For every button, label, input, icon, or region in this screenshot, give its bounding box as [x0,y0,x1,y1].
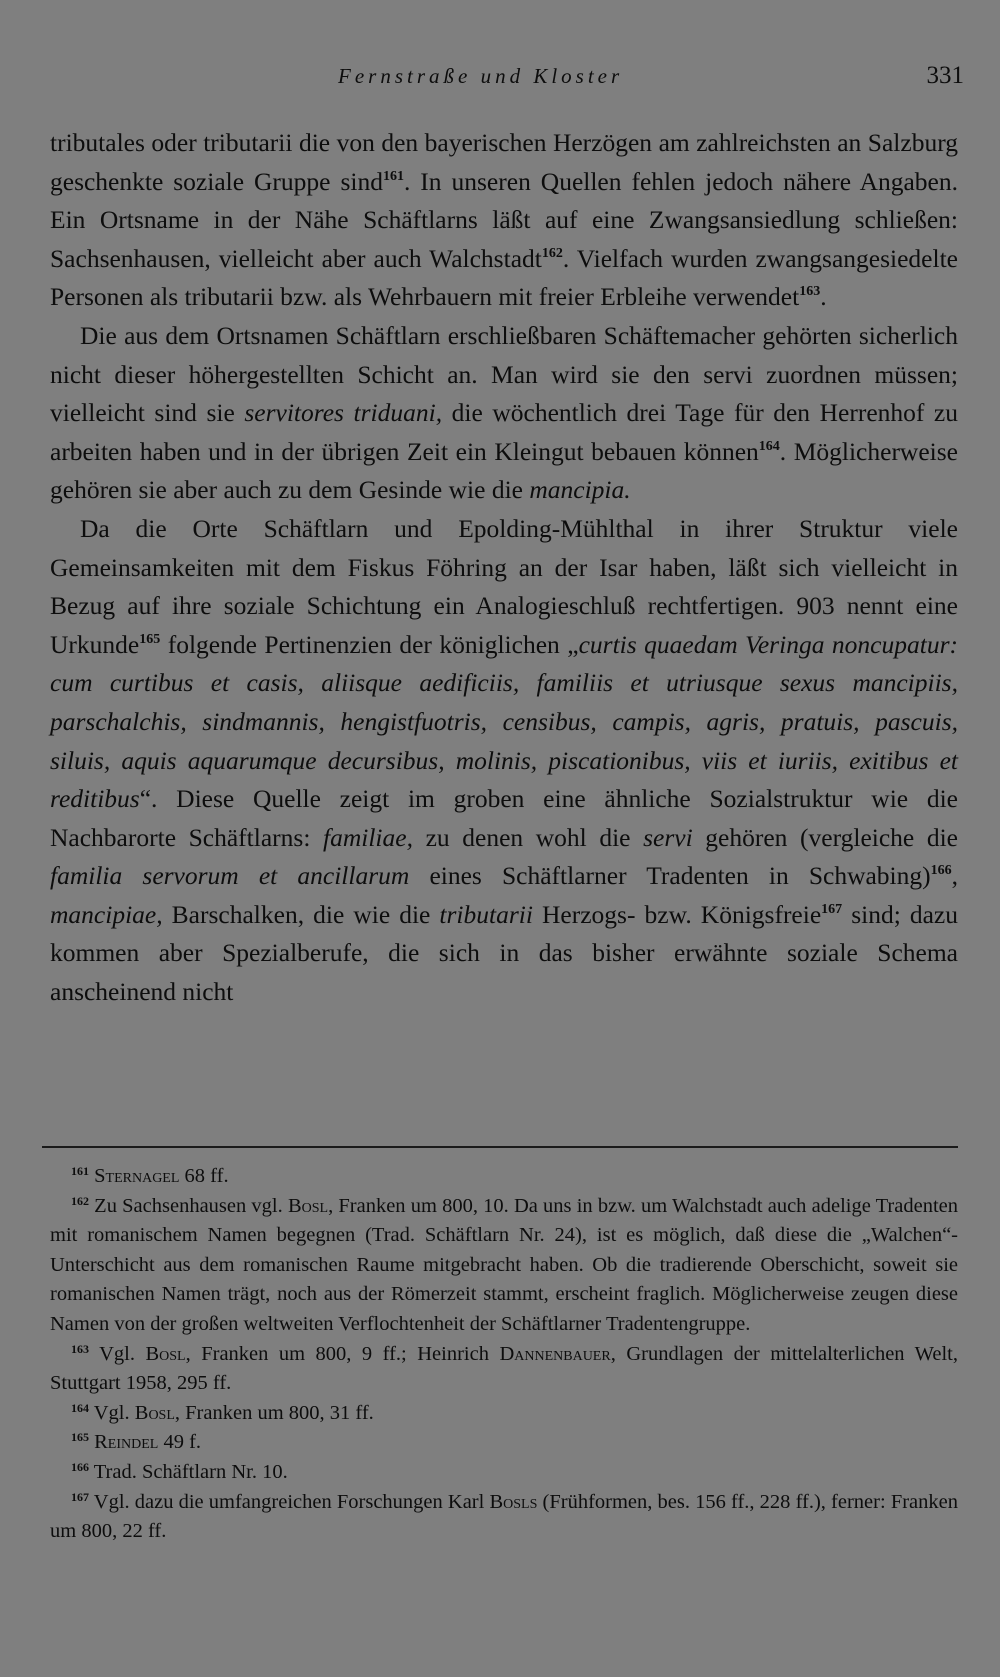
text-run: , Franken um 800, 9 ff.; Heinrich [185,1342,500,1365]
text-run: , Franken um 800, 31 ff. [174,1401,374,1424]
text-run: Herzogs- bzw. Königsfreie [532,899,822,929]
text-run: Die aus dem Ortsnamen Schäftlarn erschließbaren Schäftemacher gehörten sicherlich nicht dieser höhergestellten Schicht an. Man wird sie den servi zuordnen müssen; vielleicht sind sie [50,320,958,428]
footnote [50,1428,958,1458]
footnote-ref: 162 [71,1193,89,1208]
author-name: Bosl [287,1194,329,1217]
italic-text: tributarii [439,899,533,929]
footnote [50,1399,958,1429]
page-number: 331 [926,62,964,89]
text-run: (Frühformen, bes. 156 ff., 228 ff.), ferner: Franken um 800, 22 ff. [50,1490,958,1543]
author-name: Bosls [489,1490,538,1513]
text-run: Zu Sachsenhausen vgl. [89,1194,288,1217]
footnote [50,1162,958,1192]
running-title: Fernstraße und Kloster [338,64,624,88]
footnote [50,1192,958,1340]
italic-text: familia servorum et ancillarum [50,861,410,891]
text-run: Vgl. [89,1342,146,1365]
author-name: Sternagel [94,1165,180,1187]
text-run: die wöchentlich drei Tage für den Herrenhof zu arbeiten haben und in der übrigen Zeit ein Kleingut bebauen können [50,398,958,466]
text-run: . [820,282,827,312]
italic-text: familiae, [323,822,413,852]
text-run: Trad. Schäftlarn Nr. 10. [89,1460,288,1483]
text-run: Da die Orte Schäftlarn und Epolding-Mühlthal in ihrer Struktur viele Gemeinsamkeiten mit dem Fiskus Föhring an der Isar haben, läßt sich vielleicht in Bezug auf ihre soziale Schichtung ein Analogieschluß rechtfertigen. 903 nennt eine Urkunde [50,513,958,659]
text-run: “. Diese Quelle zeigt im groben eine ähnliche Sozialstruktur wie die Nachbarorte Schäftlarns: [50,784,958,852]
footnote-separator [42,1146,958,1148]
footnote-ref: 165 [71,1430,89,1445]
italic-text: curtis quaedam Veringa noncupatur: cum curtibus et casis, aliisque aedificiis, familiis et utriusque sexus mancipiis, parschalchis, sindmannis, hengistfuotris, censibus, campis, agris, pratuis, pascuis, siluis, aquis aquarumque decursibus, molinis, piscationibus, viis et iuriis, exitibus et reditibus [50,629,958,814]
italic-text: servitores triduani, [244,398,443,428]
text-run: zu denen wohl die [412,822,644,852]
text-run: , [951,861,959,891]
text-run: . In unseren Quellen fehlen jedoch nähere Angaben. Ein Ortsname in der Nähe Schäftlarns läßt auf eine Zwangsansiedlung schließen: Sachsenhausen, vielleicht aber auch Walchstadt [50,166,959,273]
text-run: tributales oder tributarii die von den bayerischen Herzögen am zahlreichsten an Salzburg geschenkte soziale Gruppe sind [50,128,958,196]
text-run: , Grundlagen der mittelalterlichen Welt, Stuttgart 1958, 295 ff. [50,1342,958,1395]
text-run: sind; dazu kommen aber Spezialberufe, die sich in das bisher erwähnte soziale Schema anscheinend nicht [50,899,958,1007]
text-run: , Franken um 800, 10. Da uns in bzw. um Walchstadt auch adelige Tradenten mit romanischem Namen begegnen (Trad. Schäftlarn Nr. 24), ist es möglich, daß diese die „Walchen“-Unterschicht aus dem romanischen Raume mitgebracht haben. Ob die tradierende Oberschicht, soweit sie romanischen Namen trägt, noch aus der Römerzeit stammt, erscheint fraglich. Möglicherweise zeugen diese Namen von der großen weltweiten Verflochtenheit der Schäftlarner Tradentengruppe. [50,1194,958,1335]
text-run: 68 ff. [179,1165,229,1187]
footnote-ref: 163 [799,284,821,300]
footnotes [50,1162,958,1547]
footnote-ref: 167 [71,1489,89,1504]
author-name: Dannenbauer [499,1342,611,1365]
footnote-ref: 165 [139,631,161,647]
main-text [50,124,958,1012]
author-name: Bosl [134,1401,175,1424]
italic-text: servi [643,822,693,852]
text-run: . Vielfach wurden zwangsangesiedelte Personen als tributarii bzw. als Wehrbauern mit freier Erbleihe verwendet [50,243,958,312]
author-name: Bosl [145,1342,186,1365]
page-header [0,62,1000,98]
italic-text: mancipiae, [50,899,163,929]
footnote-ref: 163 [71,1341,89,1356]
text-run: . Möglicherweise gehören sie aber auch zu dem Gesinde wie die [50,436,958,505]
text-run: Vgl. [89,1401,135,1424]
footnote-ref: 161 [71,1164,89,1178]
footnote [50,1340,958,1399]
footnote-ref: 161 [382,168,404,184]
text-run: gehören (vergleiche die [692,822,958,852]
footnote-ref: 164 [758,438,780,454]
text-run: eines Schäftlarner Tradenten in Schwabing) [409,861,931,891]
author-name: Reindel [94,1431,159,1454]
footnote [50,1458,958,1488]
text-run: Barschalken, die wie die [162,899,440,929]
footnote-ref: 164 [71,1400,89,1415]
text-run: Vgl. dazu die umfangreichen Forschungen Karl [89,1490,490,1513]
text-run: folgende Pertinenzien der königlichen „ [160,629,579,659]
footnote-ref: 166 [930,863,952,879]
footnote-ref: 166 [71,1459,89,1474]
footnote-ref: 162 [541,245,563,261]
paragraph [50,317,958,510]
italic-text: mancipia. [529,475,631,505]
paragraph [50,510,958,1012]
paragraph [50,124,958,317]
text-run: 49 f. [158,1431,202,1454]
footnote [50,1488,958,1547]
footnote-ref: 167 [821,901,843,917]
